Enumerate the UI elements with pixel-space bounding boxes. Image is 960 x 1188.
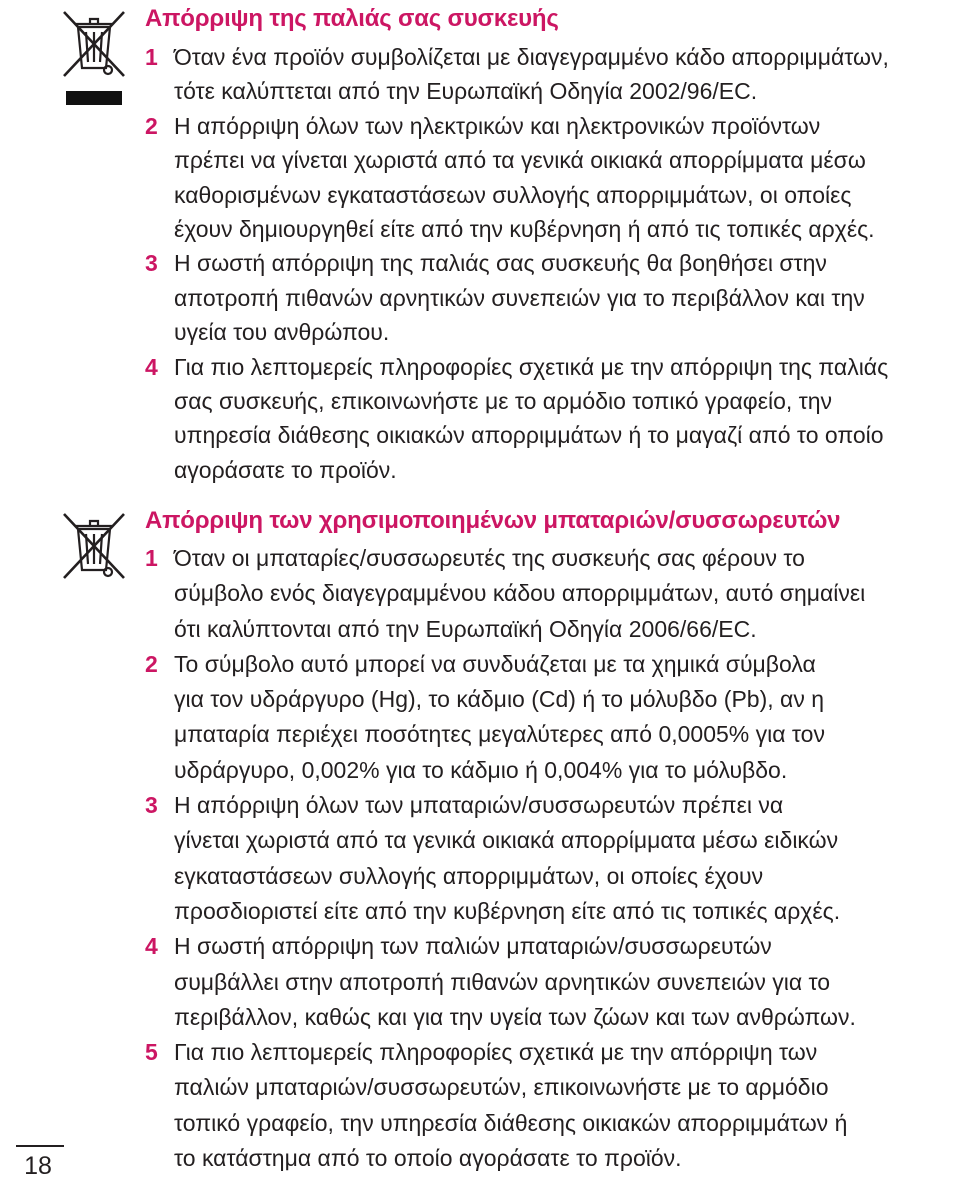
item-line: Το σύμβολο αυτό μπορεί να συνδυάζεται με τα χημικά σύμβολα — [174, 650, 816, 677]
list-item — [145, 40, 955, 109]
item-number: 4 — [145, 933, 158, 960]
item-line: τοπικό γραφείο, την υπηρεσία διάθεσης οικιακών απορριμμάτων ή — [174, 1109, 848, 1136]
list-item — [145, 929, 955, 1035]
disposal-batteries-section — [145, 506, 955, 1176]
item-line: Η απόρριψη όλων των μπαταριών/συσσωρευτών πρέπει να — [174, 792, 784, 819]
item-line: έχουν δημιουργηθεί είτε από την κυβέρνηση ή από τις τοπικές αρχές. — [174, 216, 875, 243]
item-line: σας συσκευής, επικοινωνήστε με το αρμόδιο τοπικό γραφείο, την — [174, 388, 833, 415]
list-item — [145, 109, 955, 247]
item-line: παλιών μπαταριών/συσσωρευτών, επικοινωνήστε με το αρμόδιο — [174, 1074, 829, 1101]
item-line: εγκαταστάσεων συλλογής απορριμμάτων, οι οποίες έχουν — [174, 862, 764, 889]
item-line: σύμβολο ενός διαγεγραμμένου κάδου απορριμμάτων, αυτό σημαίνει — [174, 580, 866, 607]
item-line: περιβάλλον, καθώς και για την υγεία των ζώων και των ανθρώπων. — [174, 1003, 856, 1030]
item-number: 3 — [145, 250, 158, 277]
black-bar-marker — [66, 91, 122, 105]
item-line: μπαταρία περιέχει ποσότητες μεγαλύτερες από 0,0005% για τον — [174, 721, 825, 748]
item-number: 2 — [145, 112, 158, 139]
item-line: τότε καλύπτεται από την Ευρωπαϊκή Οδηγία 2002/96/EC. — [174, 78, 758, 105]
list-item — [145, 350, 955, 488]
item-number: 3 — [145, 792, 158, 819]
item-number: 5 — [145, 1039, 158, 1066]
page-number: 18 — [24, 1152, 52, 1180]
item-line: Όταν οι μπαταρίες/συσσωρευτές της συσκευής σας φέρουν το — [174, 545, 805, 571]
item-line: Η σωστή απόρριψη των παλιών μπαταριών/συσσωρευτών — [174, 933, 772, 960]
section-title: Απόρριψη των χρησιμοποιημένων μπαταριών/συσσωρευτών — [145, 507, 841, 534]
item-line: Για πιο λεπτομερείς πληροφορίες σχετικά με την απόρριψη της παλιάς — [174, 353, 889, 380]
list-item — [145, 246, 955, 349]
disposal-old-appliance-section — [145, 4, 955, 487]
item-line: συμβάλλει στην αποτροπή πιθανών αρνητικών συνεπειών για το — [174, 968, 831, 995]
item-number: 1 — [145, 44, 158, 70]
list-item — [145, 788, 955, 929]
item-line: για τον υδράργυρο (Hg), το κάδμιο (Cd) ή το μόλυβδο (Pb), αν η — [174, 686, 825, 713]
item-line: υπηρεσία διάθεσης οικιακών απορριμμάτων ή το μαγαζί από το οποίο — [174, 422, 884, 449]
item-line: Η σωστή απόρριψη της παλιάς σας συσκευής θα βοηθήσει στην — [174, 250, 827, 277]
crossed-out-wheelie-bin-icon — [52, 2, 136, 86]
item-line: Για πιο λεπτομερείς πληροφορίες σχετικά με την απόρριψη των — [174, 1039, 818, 1066]
item-line: πρέπει να γίνεται χωριστά από τα γενικά οικιακά απορρίμματα μέσω — [174, 147, 866, 174]
item-line: Όταν ένα προϊόν συμβολίζεται με διαγεγραμμένο κάδο απορριμμάτων, — [174, 44, 889, 70]
item-line: υδράργυρο, 0,002% για το κάδμιο ή 0,004% για το μόλυβδο. — [174, 756, 788, 783]
item-line: γίνεται χωριστά από τα γενικά οικιακά απορρίμματα μέσω ειδικών — [174, 827, 839, 854]
item-line: προσδιοριστεί είτε από την κυβέρνηση είτε από τις τοπικές αρχές. — [174, 897, 841, 924]
page-number-divider — [16, 1145, 64, 1147]
item-number: 1 — [145, 545, 158, 571]
item-line: υγεία του ανθρώπου. — [174, 319, 390, 346]
item-number: 2 — [145, 650, 158, 677]
item-line: αποτροπή πιθανών αρνητικών συνεπειών για το περιβάλλον και την — [174, 284, 865, 311]
item-line: ότι καλύπτονται από την Ευρωπαϊκή Οδηγία 2006/66/EC. — [174, 615, 757, 642]
item-line: καθορισμένων εγκαταστάσεων συλλογής απορριμμάτων, οι οποίες — [174, 181, 852, 208]
item-line: το κατάστημα από το οποίο αγοράσατε το προϊόν. — [174, 1145, 682, 1172]
list-item — [145, 541, 955, 647]
item-number: 4 — [145, 353, 158, 380]
section-title: Απόρριψη της παλιάς σας συσκευής — [145, 5, 559, 32]
list-item — [145, 647, 955, 788]
list-item — [145, 1035, 955, 1176]
item-line: Η απόρριψη όλων των ηλεκτρικών και ηλεκτρονικών προϊόντων — [174, 112, 821, 139]
item-line: αγοράσατε το προϊόν. — [174, 456, 397, 483]
crossed-out-wheelie-bin-icon — [52, 504, 136, 588]
